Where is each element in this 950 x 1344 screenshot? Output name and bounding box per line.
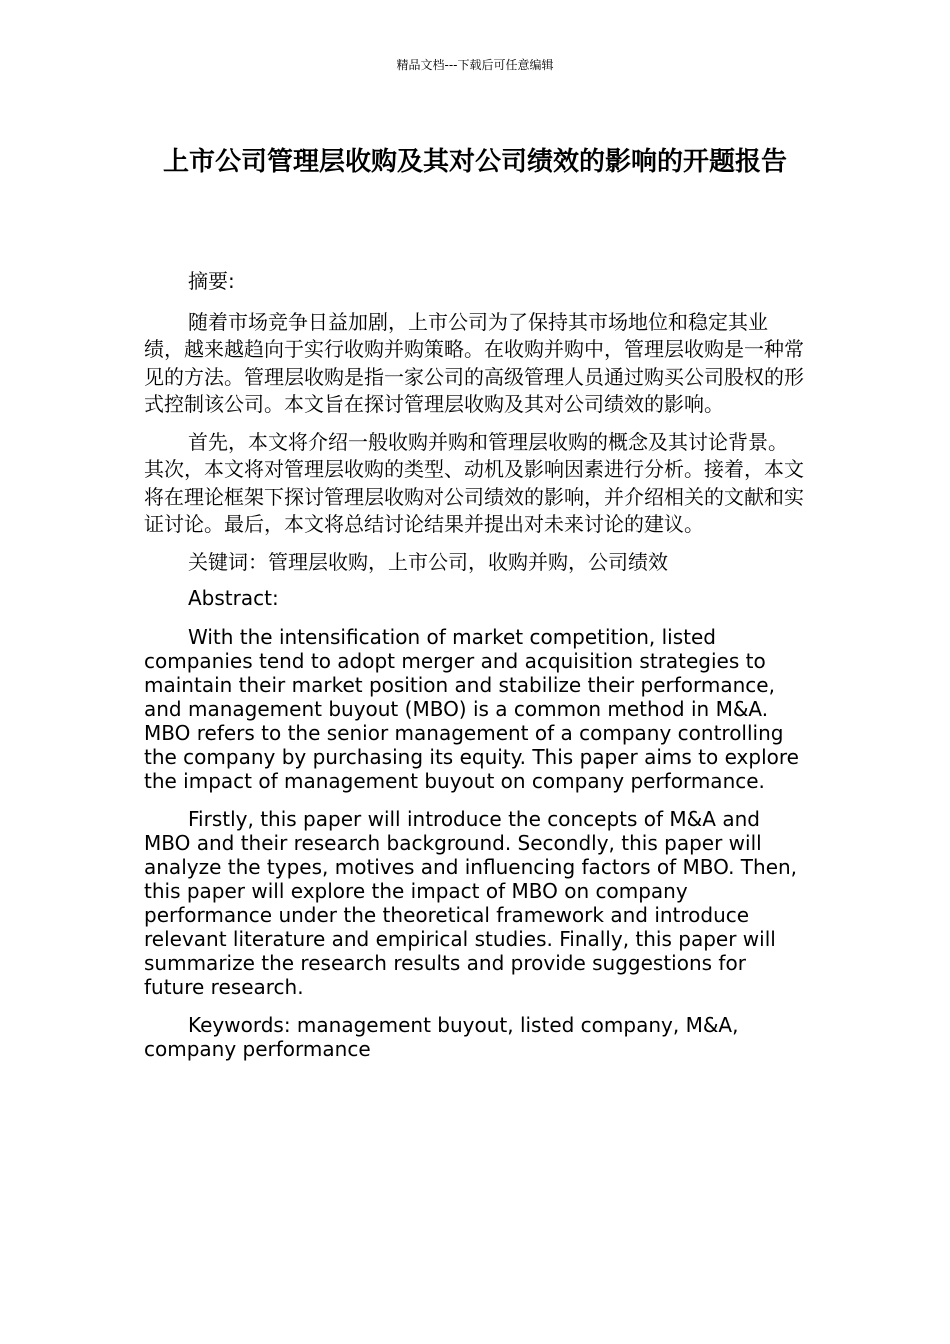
abstract-en-paragraph-2: Firstly, this paper will introduce the concepts of M&A and MBO and their research background. Secondly, this paper will analyze the types, motives and influencing factors of MBO. Then, this paper will explore the impact of MBO on company performance under the theoretical framework and introduce relevant literature and empirical studies. Finally, this paper will summarize the research results and provide suggestions for future research.	[144, 807, 798, 999]
abstract-en-label: Abstract:	[188, 586, 279, 610]
keywords-cn: 关键词：管理层收购，上市公司，收购并购，公司绩效	[188, 549, 668, 574]
document-body	[144, 268, 806, 1061]
abstract-cn-label: 摘要:	[188, 269, 235, 293]
abstract-cn-paragraph-1: 随着市场竞争日益加剧，上市公司为了保持其市场地位和稳定其业绩，越来越趋向于实行收购并购策略。在收购并购中，管理层收购是一种常见的方法。管理层收购是指一家公司的高级管理人员通过购买公司股权的形式控制该公司。本文旨在探讨管理层收购及其对公司绩效的影响。	[144, 309, 804, 416]
abstract-en-paragraph-1: With the intensification of market competition, listed companies tend to adopt merger and acquisition strategies to maintain their market position and stabilize their performance, and management buyout (MBO) is a common method in M&A. MBO refers to the senior management of a company controlling the company by purchasing its equity. This paper aims to explore the impact of management buyout on company performance.	[144, 625, 799, 793]
document-title: 上市公司管理层收购及其对公司绩效的影响的开题报告	[162, 147, 787, 177]
keywords-en: Keywords: management buyout, listed company, M&A, company performance	[144, 1013, 739, 1061]
page-header-note: 精品文档---下载后可任意编辑	[396, 58, 554, 72]
abstract-cn-paragraph-2: 首先，本文将介绍一般收购并购和管理层收购的概念及其讨论背景。其次，本文将对管理层收购的类型、动机及影响因素进行分析。接着，本文将在理论框架下探讨管理层收购对公司绩效的影响，并介绍相关的文献和实证讨论。最后，本文将总结讨论结果并提出对未来讨论的建议。	[144, 429, 804, 536]
